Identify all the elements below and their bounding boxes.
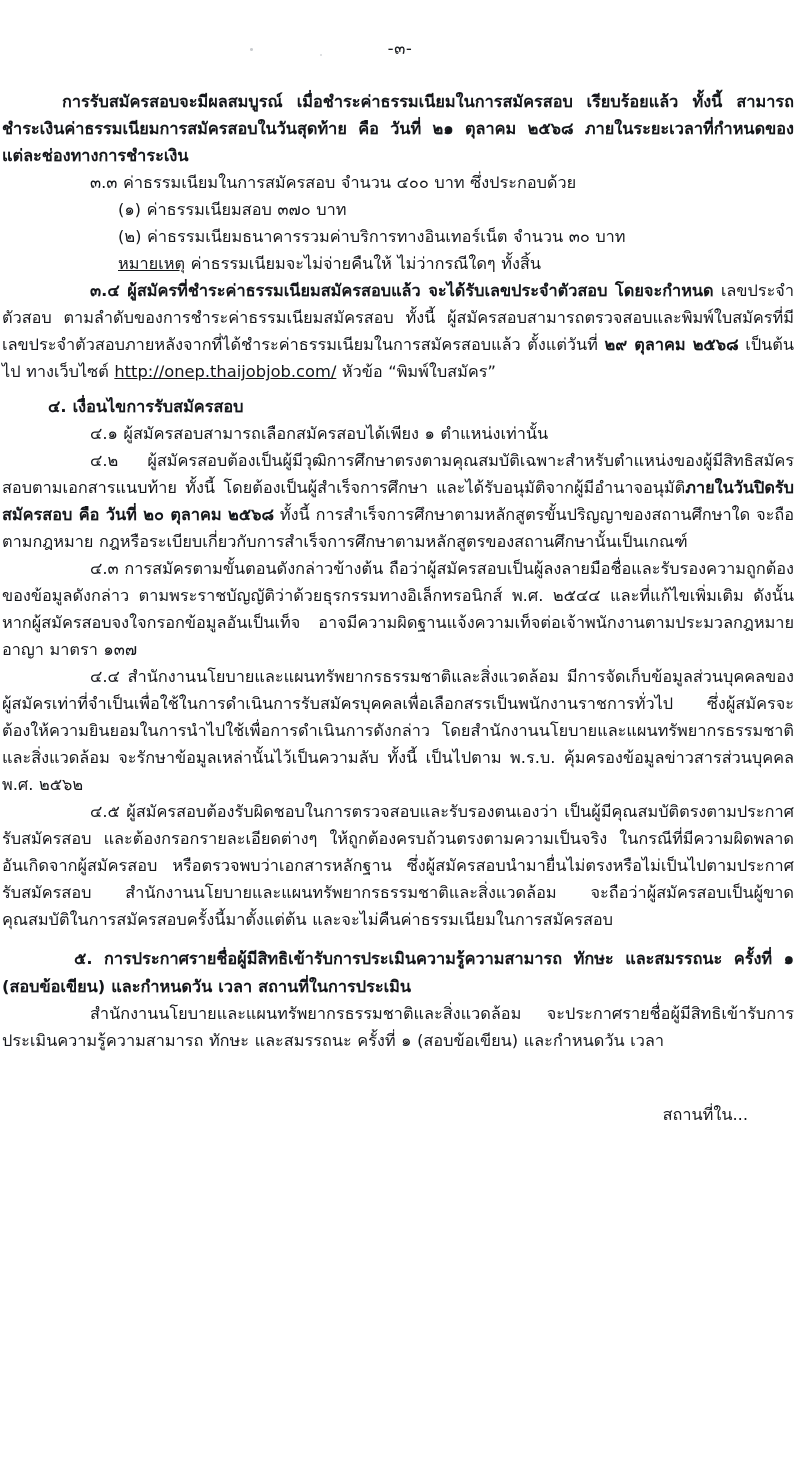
paragraph-3-3-item-1: [2, 196, 794, 223]
closing-continuation: สถานที่ใน...: [662, 1104, 748, 1124]
paragraph-text: หัวข้อ “พิมพ์ใบสมัคร”: [336, 362, 496, 382]
section-4-heading: [2, 393, 794, 420]
paragraph-text: ๔.๑ ผู้สมัครสอบสามารถเลือกสมัครสอบได้เพียง ๑ ตำแหน่งเท่านั้น: [90, 423, 549, 443]
page-number: -๓-: [387, 39, 413, 58]
paragraph-text: (๒) ค่าธรรมเนียมธนาคารรวมค่าบริการทางอินเทอร์เน็ต จำนวน ๓๐ บาท: [118, 227, 626, 247]
paragraph-text: การรับสมัครสอบจะมีผลสมบูรณ์ เมื่อชำระค่าธรรมเนียมในการสมัครสอบ: [62, 92, 573, 111]
document-body: [0, 88, 800, 1054]
paragraph-deadline: ภายในวันปิดรับสมัครสอบ คือ วันที่ ๒๐ ตุลาคม ๒๕๖๘: [2, 477, 794, 524]
note-label: หมายเหตุ: [118, 254, 186, 274]
paragraph-text: เป็นต้นไป ทางเว็บไซต์: [2, 335, 795, 382]
document-page: [0, 36, 800, 1466]
paragraph-text: ๓.๔ ผู้สมัครที่ชำระค่าธรรมเนียมสมัครสอบแล้ว จะได้รับเลขประจำตัวสอบ โดยจะกำหนด: [90, 281, 714, 301]
paragraph-3-3: [2, 169, 794, 196]
paragraph-4-3: [2, 555, 794, 663]
paragraph-text: (๑) ค่าธรรมเนียมสอบ ๓๗๐ บาท: [118, 200, 347, 220]
section-heading-text: ๔. เงื่อนไขการรับสมัครสอบ: [48, 396, 244, 416]
paragraph-date: ๒๙ ตุลาคม ๒๕๖๘: [604, 335, 739, 355]
website-link[interactable]: http://onep.thaijobjob.com/: [114, 362, 337, 382]
paragraph-text: ทั้งนี้ การสำเร็จการศึกษาตามหลักสูตรขั้นปริญญาของสถานศึกษาใด จะถือตามกฎหมาย กฎหรือระเบียบเกี่ยวกับการสำเร็จการศึกษาตามหลักสูตรของสถานศึกษานั้นเป็นเกณฑ์: [2, 504, 794, 551]
paragraph-4-4: [2, 663, 794, 798]
paragraph-text: เลขประจำตัวสอบ ตามลำดับของการชำระค่าธรรมเนียมสมัครสอบ ทั้งนี้ ผู้สมัครสอบสามารถตรวจสอบและพิมพ์ใบสมัครที่มีเลขประจำตัวสอบภายหลังจากที่ได้ชำระค่าธรรมเนียมในการสมัครสอบแล้ว ตั้งแต่วันที่: [2, 281, 794, 355]
paragraph-4-1: [2, 420, 794, 447]
paragraph-text: ๓.๓ ค่าธรรมเนียมในการสมัครสอบ จำนวน ๔๐๐ บาท ซึ่งประกอบด้วย: [90, 173, 577, 193]
spacer: [2, 933, 794, 945]
paragraph-note: [2, 250, 794, 277]
paragraph-payment-complete: [2, 88, 794, 169]
scan-artifact-dot: [250, 48, 253, 51]
paragraph-3-3-item-2: [2, 223, 794, 250]
section-5-heading: [2, 945, 794, 999]
scan-artifact-dot-2: [320, 54, 322, 56]
paragraph-text: ๔.๓ การสมัครตามขั้นตอนดังกล่าวข้างต้น ถือว่าผู้สมัครสอบเป็นผู้ลงลายมือชื่อและรับรองความถูกต้องของข้อมูลดังกล่าว ตามพระราชบัญญัติว่าด้วยธุรกรรมทางอิเล็กทรอนิกส์ พ.ศ. ๒๕๔๔ และที่แก้ไขเพิ่มเติม ดังนั้น หากผู้สมัครสอบจงใจกรอกข้อมูลอันเป็นเท็จ อาจมีความผิดฐานแจ้งความเท็จต่อเจ้าพนักงานตามประมวลกฎหมายอาญา มาตรา ๑๓๗: [2, 558, 794, 659]
paragraph-text: ๔.๕ ผู้สมัครสอบต้องรับผิดชอบในการตรวจสอบและรับรองตนเองว่า เป็นผู้มีคุณสมบัติตรงตามประกาศรับสมัครสอบ และต้องกรอกรายละเอียดต่างๆ ให้ถูกต้องครบถ้วนตรงตามความเป็นจริง ในกรณีที่มีความผิดพลาดอันเกิดจากผู้สมัครสอบ หรือตรวจพบว่าเอกสารหลักฐาน ซึ่งผู้สมัครสอบนำมายื่นไม่ตรงหรือไม่เป็นไปตามประกาศรับสมัครสอบ สำนักงานนโยบายและแผนทรัพยากรธรรมชาติและสิ่งแวดล้อม จะถือว่าผู้สมัครสอบเป็นผู้ขาดคุณสมบัติในการสมัครสอบครั้งนี้มาตั้งแต่ต้น และจะไม่คืนค่าธรรมเนียมในการสมัครสอบ: [2, 802, 794, 930]
paragraph-text: ๔.๒ ผู้สมัครสอบต้องเป็นผู้มีวุฒิการศึกษาตรงตามคุณสมบัติเฉพาะสำหรับตำแหน่งของผู้มีสิทธิสมัครสอบตามเอกสารแนบท้าย ทั้งนี้ โดยต้องเป็นผู้สำเร็จการศึกษา และได้รับอนุมัติจากผู้มีอำนาจอนุมัติ: [2, 450, 794, 497]
section-heading-text: ๕. การประกาศรายชื่อผู้มีสิทธิเข้ารับการประเมินความรู้ความสามารถ ทักษะ และสมรรถนะ ครั้งที่ ๑ (สอบข้อเขียน) และกำหนดวัน เวลา สถานที่ในการประเมิน: [2, 949, 794, 996]
paragraph-3-4: [2, 277, 794, 385]
spacer: [2, 386, 794, 393]
paragraph-text: ค่าธรรมเนียมจะไม่จ่ายคืนให้ ไม่ว่ากรณีใดๆ ทั้งสิ้น: [185, 254, 541, 274]
paragraph-text: ๔.๔ สำนักงานนโยบายและแผนทรัพยากรธรรมชาติและสิ่งแวดล้อม มีการจัดเก็บข้อมูลส่วนบุคคลของผู้สมัครเท่าที่จำเป็นเพื่อใช้ในการดำเนินการรับสมัครบุคคลเพื่อเลือกสรรเป็นพนักงานราชการทั่วไป ซึ่งผู้สมัครจะต้องให้ความยินยอมในการนำไปใช้เพื่อการดำเนินการดังกล่าว โดยสำนักงานนโยบายและแผนทรัพยากรธรรมชาติและสิ่งแวดล้อม จะรักษาข้อมูลเหล่านั้นไว้เป็นความลับ ทั้งนี้ เป็นไปตาม พ.ร.บ. คุ้มครองข้อมูลข่าวสารส่วนบุคคล พ.ศ. ๒๕๖๒: [2, 666, 794, 795]
paragraph-text: สำนักงานนโยบายและแผนทรัพยากรธรรมชาติและสิ่งแวดล้อม จะประกาศรายชื่อผู้มีสิทธิเข้ารับการประเมินความรู้ความสามารถ ทักษะ และสมรรถนะ ครั้งที่ ๑ (สอบข้อเขียน) และกำหนดวัน เวลา: [2, 1003, 794, 1050]
paragraph-4-5: [2, 798, 794, 933]
paragraph-text: เรียบร้อยแล้ว ทั้งนี้ สามารถชำระเงินค่าธรรมเนียมการสมัครสอบในวันสุดท้าย คือ วันที่ ๒๑ ตุลาคม ๒๕๖๘ ภายในระยะเวลาที่กำหนดของแต่ละช่องทางการชำระเงิน: [2, 92, 794, 166]
paragraph-section-5-body: [2, 1000, 794, 1054]
paragraph-4-2: [2, 447, 794, 555]
